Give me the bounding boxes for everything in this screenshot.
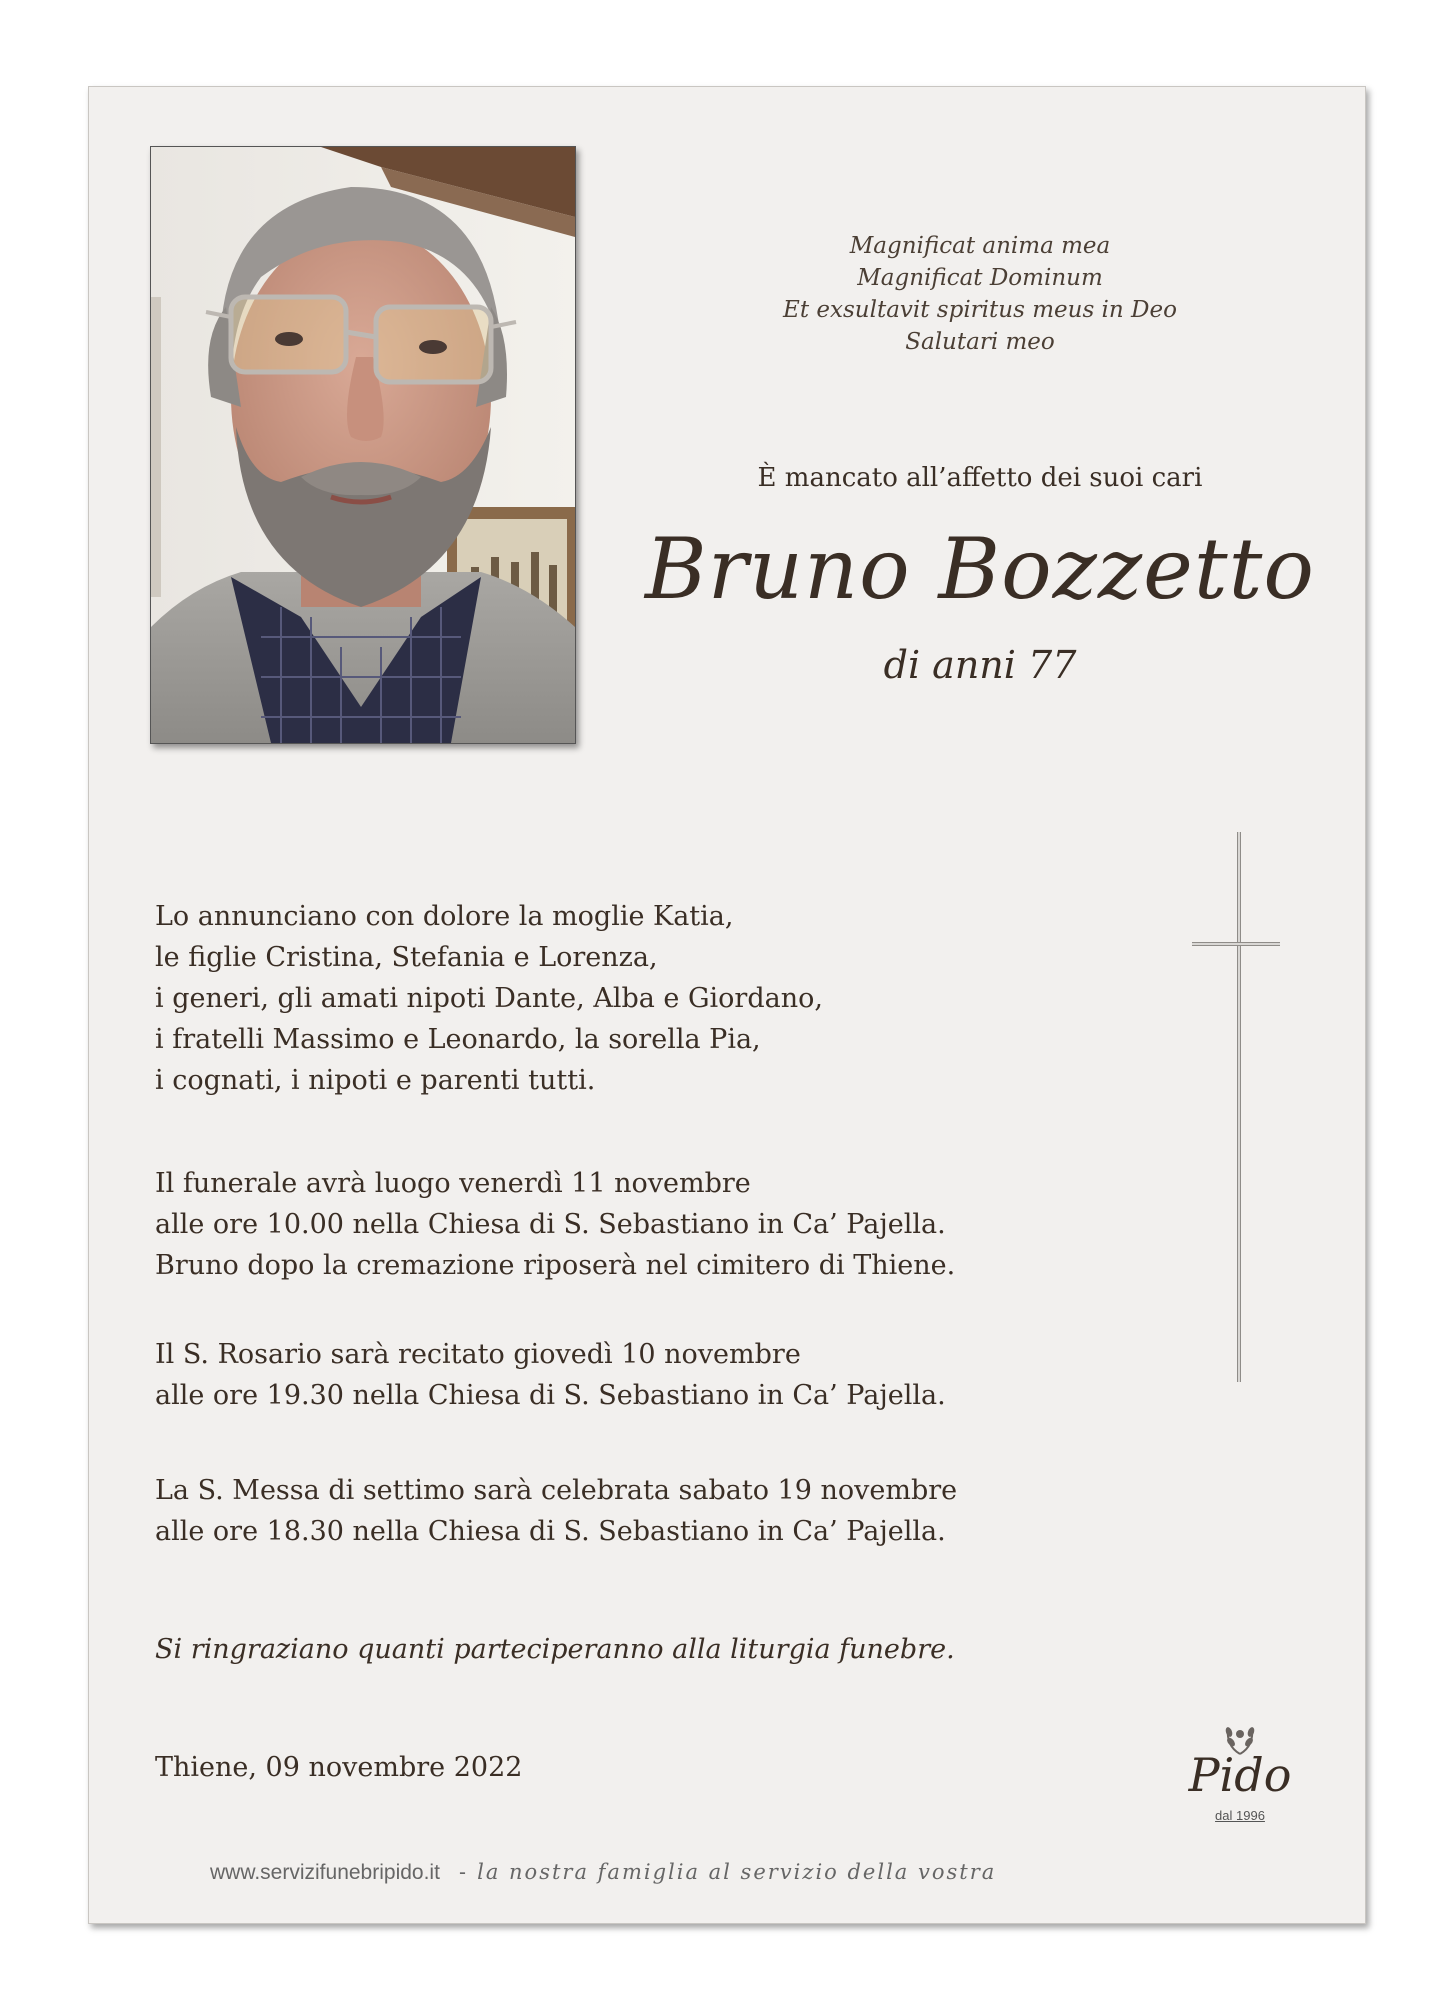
rosary-block xyxy=(155,1334,946,1416)
mass-block xyxy=(155,1470,957,1552)
announcement-line: i cognati, i nipoti e parenti tutti. xyxy=(155,1065,596,1096)
deceased-portrait xyxy=(150,146,576,744)
mass-line: La S. Messa di settimo sarà celebrata sabato 19 novembre xyxy=(155,1475,958,1506)
cross-icon xyxy=(1192,832,1282,1382)
prayer-verse xyxy=(720,230,1240,358)
place-date: Thiene, 09 novembre 2022 xyxy=(155,1752,523,1783)
footer-website-link[interactable]: www.servizifunebripido.it xyxy=(210,1861,440,1884)
prayer-line: Magnificat anima mea xyxy=(849,233,1111,259)
notice-intro: È mancato all’affetto dei suoi cari xyxy=(757,463,1203,493)
thanks-note: Si ringraziano quanti parteciperanno alla liturgia funebre. xyxy=(155,1634,955,1665)
announcement-block xyxy=(155,896,823,1101)
rosary-line: alle ore 19.30 nella Chiesa di S. Sebastiano in Ca’ Pajella. xyxy=(155,1380,946,1411)
mass-line: alle ore 18.30 nella Chiesa di S. Sebastiano in Ca’ Pajella. xyxy=(155,1516,946,1547)
prayer-line: Salutari meo xyxy=(905,329,1055,355)
announcement-line: i fratelli Massimo e Leonardo, la sorella Pia, xyxy=(155,1024,761,1055)
prayer-line: Et exsultavit spiritus meus in Deo xyxy=(783,297,1177,323)
funeral-line: alle ore 10.00 nella Chiesa di S. Sebastiano in Ca’ Pajella. xyxy=(155,1209,946,1240)
announcement-line: le figlie Cristina, Stefania e Lorenza, xyxy=(155,942,658,973)
rosary-line: Il S. Rosario sarà recitato giovedì 10 novembre xyxy=(155,1339,801,1370)
announcement-line: i generi, gli amati nipoti Dante, Alba e Giordano, xyxy=(155,983,823,1014)
logo-since: dal 1996 xyxy=(1215,1808,1265,1823)
footer-motto: la nostra famiglia al servizio della vostra xyxy=(477,1860,997,1884)
footer xyxy=(210,1860,996,1885)
funeral-block xyxy=(155,1163,955,1286)
deceased-age: di anni 77 xyxy=(883,643,1077,687)
funeral-line: Bruno dopo la cremazione riposerà nel cimitero di Thiene. xyxy=(155,1250,956,1281)
prayer-line: Magnificat Dominum xyxy=(857,265,1103,291)
funeral-home-logo xyxy=(1180,1720,1300,1830)
funeral-line: Il funerale avrà luogo venerdì 11 novembre xyxy=(155,1168,751,1199)
deceased-name: Bruno Bozzetto xyxy=(645,520,1315,618)
footer-separator: - xyxy=(459,1861,467,1884)
announcement-line: Lo annunciano con dolore la moglie Katia, xyxy=(155,901,734,932)
logo-name: Pido xyxy=(1188,1748,1292,1802)
